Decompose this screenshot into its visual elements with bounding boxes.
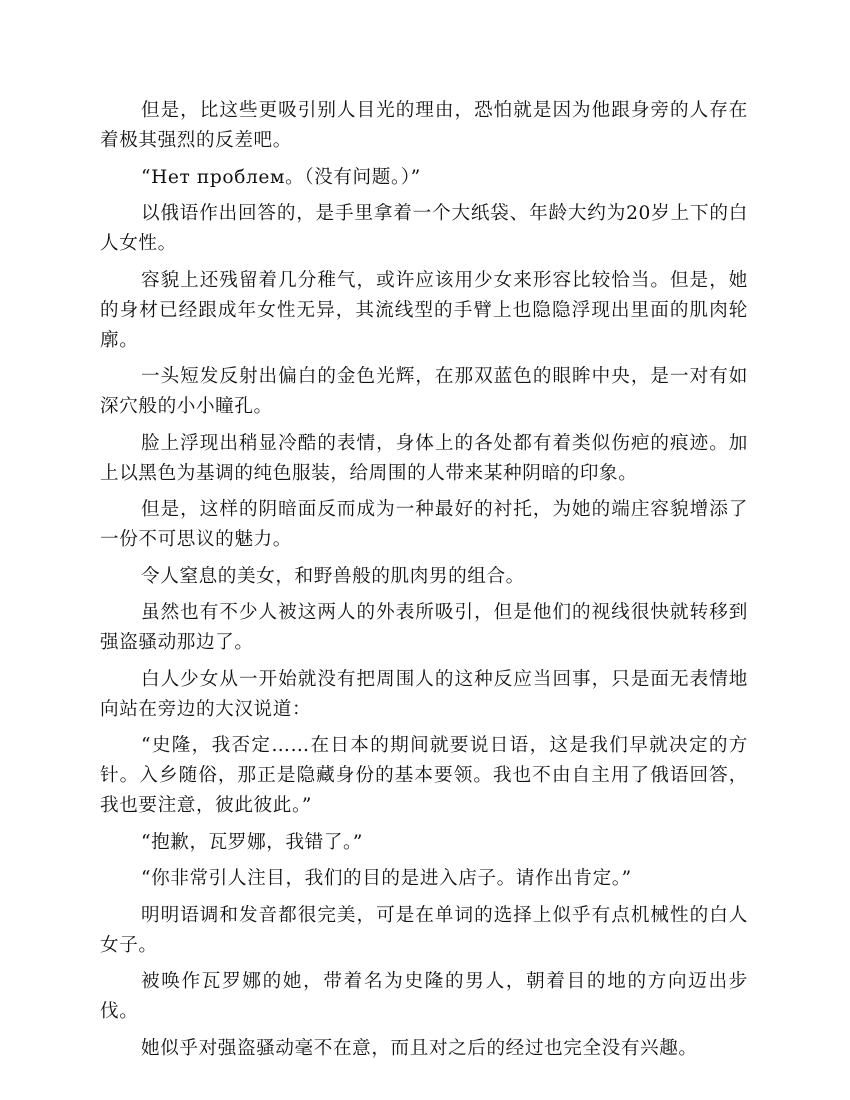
- paragraph: “你非常引人注目，我们的目的是进入店子。请作出肯定。”: [141, 868, 632, 889]
- paragraph: 白人少女从一开始就没有把周围人的这种反应当回事，只是面无表情地向站在旁边的大汉说道：: [100, 668, 748, 720]
- paragraph: 容貌上还残留着几分稚气，或许应该用少女来形容比较恰当。但是，她的身材已经跟成年女性无异，其流线型的手臂上也隐隐浮现出里面的肌肉轮廓。: [100, 269, 748, 351]
- paragraph: 虽然也有不少人被这两人的外表所吸引，但是他们的视线很快就转移到强盗骚动那边了。: [100, 602, 748, 653]
- document-page: [100, 96, 748, 1070]
- paragraph: “史隆，我否定……在日本的期间就要说日语，这是我们早就决定的方针。入乡随俗，那正是隐藏身份的基本要领。我也不由自主用了俄语回答，我也要注意，彼此彼此。”: [100, 735, 748, 816]
- paragraph: 被唤作瓦罗娜的她，带着名为史隆的男人，朝着目的地的方向迈出步伐。: [100, 971, 748, 1022]
- paragraph: 但是，这样的阴暗面反而成为一种最好的衬托，为她的端庄容貌增添了一份不可思议的魅力。: [100, 499, 748, 550]
- paragraph: 但是，比这些更吸引别人目光的理由，恐怕就是因为他跟身旁的人存在着极其强烈的反差吧。: [100, 100, 748, 151]
- paragraph: 脸上浮现出稍显冷酷的表情，身体上的各处都有着类似伤疤的痕迹。加上以黑色为基调的纯色服装，给周围的人带来某种阴暗的印象。: [100, 432, 748, 484]
- paragraph: “抱歉，瓦罗娜，我错了。”: [141, 831, 364, 853]
- paragraph: “Нет проблем。（没有问题。）”: [141, 166, 421, 188]
- paragraph: 令人窒息的美女，和野兽般的肌肉男的组合。: [141, 565, 525, 587]
- paragraph: 以俄语作出回答的，是手里拿着一个大纸袋、年龄大约为20岁上下的白人女性。: [100, 203, 748, 254]
- paragraph: 明明语调和发音都很完美，可是在单词的选择上似乎有点机械性的白人女子。: [100, 904, 748, 956]
- paragraph: 她似乎对强盗骚动毫不在意，而且对之后的经过也完全没有兴趣。: [141, 1037, 698, 1059]
- paragraph: 一头短发反射出偏白的金色光辉，在那双蓝色的眼眸中央，是一对有如深穴般的小小瞳孔。: [100, 366, 748, 417]
